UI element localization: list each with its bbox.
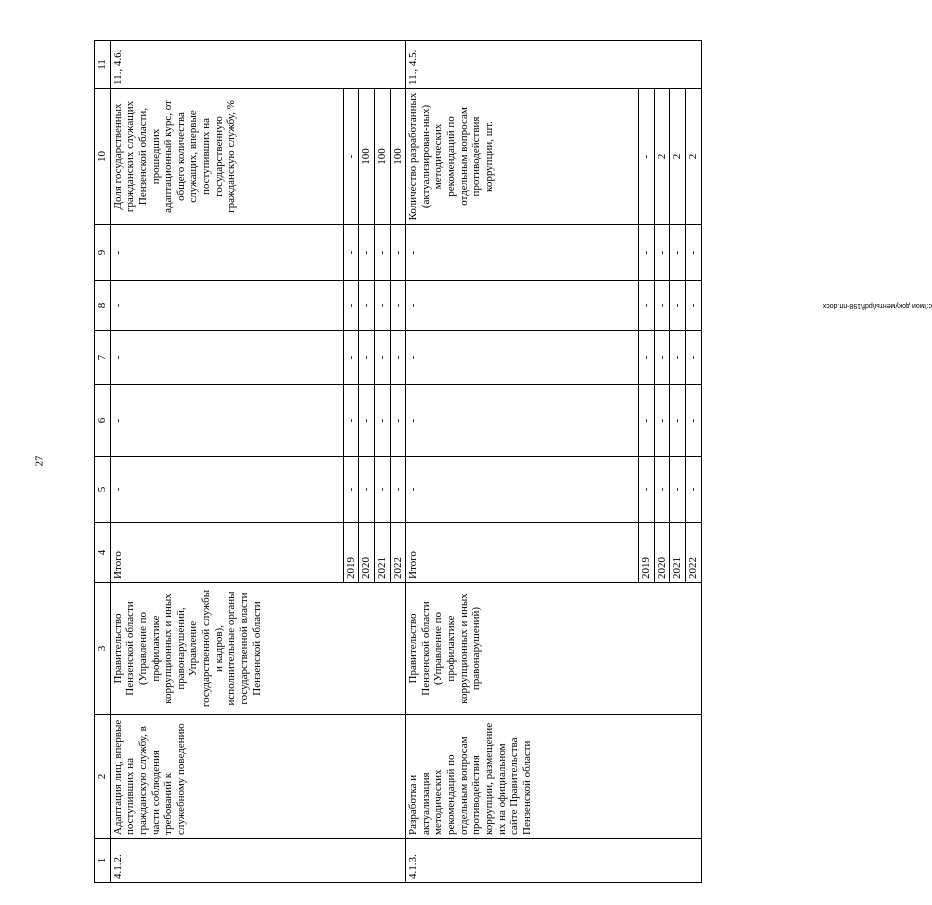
year-value: -: [639, 225, 655, 281]
indicator-target: -: [639, 89, 655, 225]
total-value: -: [406, 385, 639, 457]
year-value: -: [670, 385, 686, 457]
year-value: -: [374, 331, 390, 385]
year-label: 2020: [359, 523, 375, 583]
year-value: -: [686, 385, 702, 457]
column-header: 10: [95, 89, 111, 225]
year-value: -: [359, 457, 375, 523]
indicator-target: 2: [670, 89, 686, 225]
year-value: -: [343, 385, 359, 457]
item-executor: Правительство Пензенской области (Управление по профилактике коррупционных и иных правонарушений, Управление государственной службы и кадров), исполнительные органы государственной власти Пензенской области: [110, 583, 406, 715]
year-label: 2021: [374, 523, 390, 583]
year-label: 2019: [343, 523, 359, 583]
year-value: -: [639, 457, 655, 523]
year-label: 2022: [390, 523, 406, 583]
total-label: Итого: [406, 523, 639, 583]
page-number: 27: [33, 455, 46, 467]
item-name: Разработка и актуализация методических рекомендаций по отдельным вопросам противодействия коррупции, размещение их на официальном сайте Правительства Пензенской области: [406, 715, 702, 839]
year-value: -: [390, 331, 406, 385]
year-value: -: [359, 225, 375, 281]
item-reference: 11., 4.6.: [110, 41, 406, 89]
year-value: -: [390, 281, 406, 331]
program-table: [94, 40, 702, 883]
total-value: -: [110, 457, 343, 523]
year-value: -: [639, 385, 655, 457]
indicator-target: 2: [686, 89, 702, 225]
rotated-page: [62, 0, 932, 905]
year-value: -: [639, 331, 655, 385]
item-name: Адаптация лиц, впервые поступивших на гражданскую службу, в части соблюдения требований к служебному поведению: [110, 715, 406, 839]
year-value: -: [686, 281, 702, 331]
year-value: -: [390, 457, 406, 523]
indicator-target: -: [343, 89, 359, 225]
year-value: -: [654, 331, 670, 385]
total-value: -: [406, 331, 639, 385]
indicator-target: 100: [374, 89, 390, 225]
total-value: -: [110, 331, 343, 385]
year-value: -: [654, 281, 670, 331]
total-value: -: [110, 225, 343, 281]
column-header: 7: [95, 331, 111, 385]
indicator-target: 100: [390, 89, 406, 225]
indicator-target: 100: [359, 89, 375, 225]
column-header: 4: [95, 523, 111, 583]
year-value: -: [686, 331, 702, 385]
column-header: 1: [95, 839, 111, 883]
year-label: 2019: [639, 523, 655, 583]
year-value: -: [654, 457, 670, 523]
year-value: -: [670, 225, 686, 281]
column-header: 3: [95, 583, 111, 715]
year-value: -: [374, 457, 390, 523]
item-number: 4.1.3.: [406, 839, 702, 883]
table-row: [406, 41, 639, 883]
year-value: -: [374, 225, 390, 281]
year-value: -: [359, 331, 375, 385]
year-value: -: [343, 225, 359, 281]
table-row: [110, 41, 343, 883]
total-value: -: [406, 457, 639, 523]
year-value: -: [374, 385, 390, 457]
year-value: -: [343, 457, 359, 523]
column-header: 9: [95, 225, 111, 281]
indicator-name: Доля государственных гражданских служащих Пензенской области, прошедших адаптационный курс, от общего количества служащих, впервые поступивших на государственную гражданскую службу, %: [110, 89, 343, 225]
item-executor: Правительство Пензенской области (Управление по профилактике коррупционных и иных правонарушений): [406, 583, 702, 715]
footer-path: c:\мои документы\pdf\198-пп.docx: [822, 302, 932, 309]
year-value: -: [670, 281, 686, 331]
indicator-target: 2: [654, 89, 670, 225]
year-label: 2020: [654, 523, 670, 583]
year-value: -: [670, 457, 686, 523]
year-value: -: [670, 331, 686, 385]
year-value: -: [359, 281, 375, 331]
indicator-name: Количество разработанных (актуализирован-ных) методических рекомендаций по отдельным вопросам противодействия коррупции, шт.: [406, 89, 639, 225]
year-value: -: [639, 281, 655, 331]
total-value: -: [406, 281, 639, 331]
header-row: [95, 41, 111, 883]
column-header: 5: [95, 457, 111, 523]
year-value: -: [390, 385, 406, 457]
column-header: 8: [95, 281, 111, 331]
year-value: -: [343, 331, 359, 385]
total-value: -: [110, 281, 343, 331]
column-header: 2: [95, 715, 111, 839]
year-value: -: [390, 225, 406, 281]
year-value: -: [654, 225, 670, 281]
total-value: -: [406, 225, 639, 281]
column-header: 11: [95, 41, 111, 89]
column-header: 6: [95, 385, 111, 457]
year-label: 2021: [670, 523, 686, 583]
item-number: 4.1.2.: [110, 839, 406, 883]
year-value: -: [686, 225, 702, 281]
year-value: -: [654, 385, 670, 457]
year-value: -: [686, 457, 702, 523]
total-value: -: [110, 385, 343, 457]
total-label: Итого: [110, 523, 343, 583]
item-reference: 11., 4.5.: [406, 41, 702, 89]
year-value: -: [359, 385, 375, 457]
year-value: -: [343, 281, 359, 331]
year-value: -: [374, 281, 390, 331]
year-label: 2022: [686, 523, 702, 583]
